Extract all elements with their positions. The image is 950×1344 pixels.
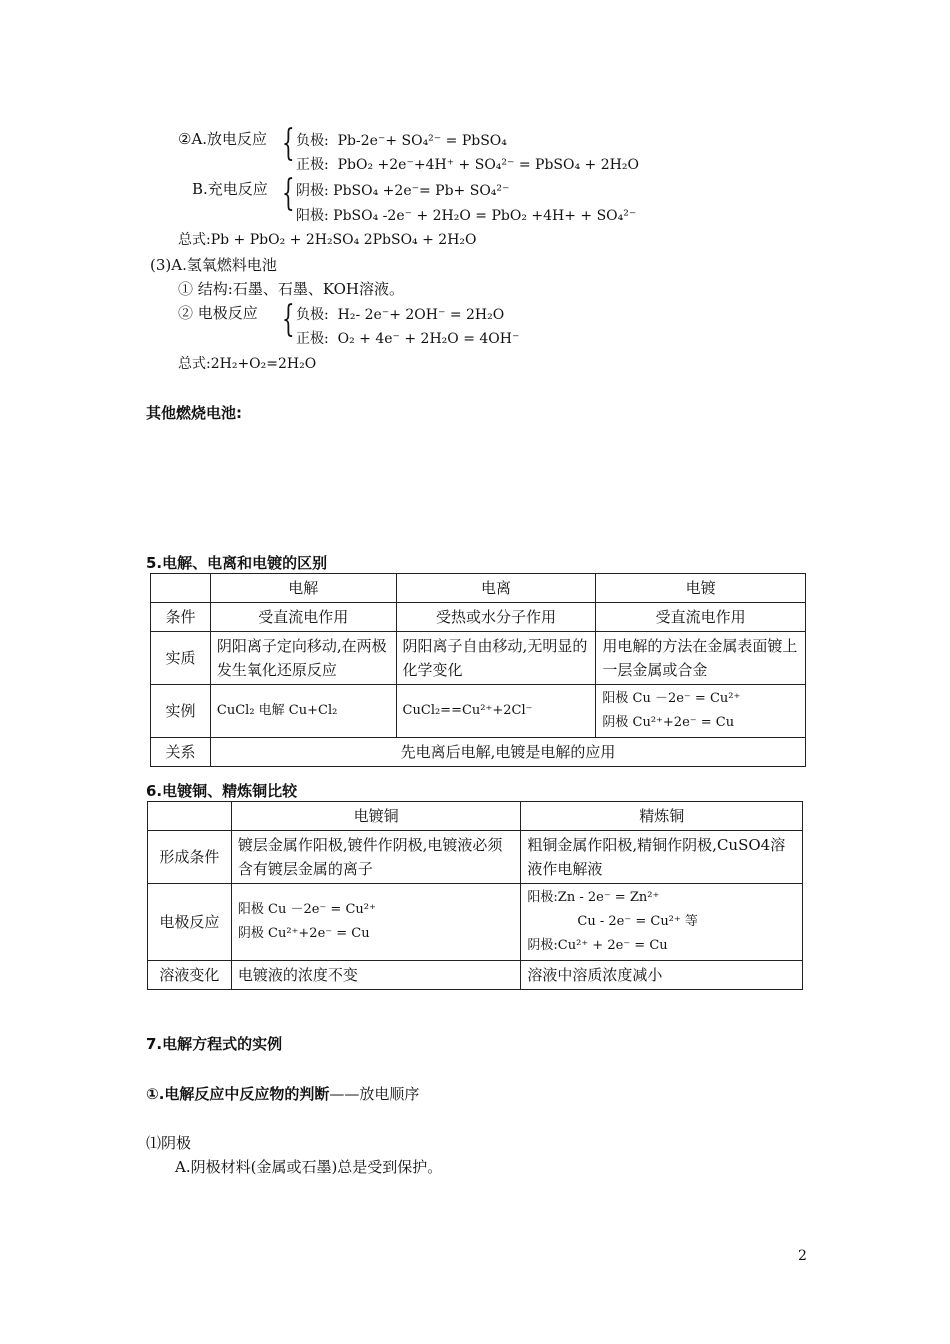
charge-anode (296, 205, 636, 225)
table-row (151, 685, 806, 738)
row-label: 实质 (151, 632, 211, 685)
section5-heading: 5.电解、电离和电镀的区别 (146, 554, 328, 572)
lead-acid-total: 总式:Pb + PbO₂ + 2H₂SO₄ 2PbSO₄ + 2H₂O (178, 232, 477, 248)
cell-line: 阳极 Cu －2e⁻ = Cu²⁺ (237, 902, 376, 917)
fc-neg-label: 负极: (296, 307, 329, 323)
cathode-title: ⑴阴极 (146, 1134, 192, 1152)
brace-fuel-cell: { (282, 299, 295, 340)
cathode-label: 阴极: (296, 183, 329, 199)
table-cell: 受直流电作用 (596, 603, 806, 632)
table-cell: CuCl₂ 电解 Cu+Cl₂ (210, 685, 396, 738)
section7-heading: 7.电解方程式的实例 (146, 1035, 283, 1053)
cell-line: 阴极:Cu²⁺ + 2e⁻ = Cu (527, 938, 668, 953)
cell-line: 阳极:Zn - 2e⁻ = Zn²⁺ (527, 890, 660, 905)
table-cell: 镀层金属作阳极,镀件作阴极,电镀液必须含有镀层金属的离子 (231, 831, 521, 884)
brace-discharge: { (282, 123, 295, 164)
anode-equation: PbSO₄ -2e⁻ + 2H₂O = PbO₂ +4H+ + SO₄²⁻ (333, 208, 637, 224)
cathode-equation: PbSO₄ +2e⁻= Pb+ SO₄²⁻ (333, 183, 510, 199)
charge-cathode (296, 180, 509, 200)
table-cell (521, 884, 803, 961)
table-cell: 用电解的方法在金属表面镀上一层金属或合金 (596, 632, 806, 685)
table-header-cell: 电离 (396, 574, 596, 603)
table-row (148, 802, 803, 831)
table-cell: 阴阳离子自由移动,无明显的化学变化 (396, 632, 596, 685)
table-header-cell: 电解 (210, 574, 396, 603)
table-row (151, 603, 806, 632)
cathode-item-a: A.阴极材料(金属或石墨)总是受到保护。 (175, 1158, 443, 1176)
comparison-table-6 (147, 801, 803, 990)
neg-label: 负极: (296, 133, 329, 149)
table-cell: 受直流电作用 (210, 603, 396, 632)
discharge-positive (296, 154, 639, 174)
fuel-cell-electrode-label: ② 电极反应 (178, 304, 258, 322)
fuel-cell-title: (3)A.氢氧燃料电池 (150, 256, 277, 274)
table-row (148, 884, 803, 961)
anode-label: 阳极: (296, 208, 329, 224)
fc-neg-equation: H₂- 2e⁻+ 2OH⁻ = 2H₂O (337, 307, 505, 323)
table-cell: 先电离后电解,电镀是电解的应用 (210, 738, 805, 767)
fuel-cell-positive (296, 328, 519, 348)
table-header-cell: 精炼铜 (521, 802, 803, 831)
pos-equation: PbO₂ +2e⁻+4H⁺ + SO₄²⁻ = PbSO₄ + 2H₂O (337, 157, 639, 173)
row-label: 形成条件 (148, 831, 232, 884)
fc-pos-label: 正极: (296, 331, 329, 347)
subheading-bold: ①.电解反应中反应物的判断 (146, 1085, 330, 1103)
comparison-table-5 (150, 573, 806, 767)
row-label: 关系 (151, 738, 211, 767)
table-row (148, 831, 803, 884)
table-header-cell (148, 802, 232, 831)
table-row (151, 574, 806, 603)
table-header-cell (151, 574, 211, 603)
brace-charge: { (282, 173, 295, 214)
cell-line: Cu - 2e⁻ = Cu²⁺ 等 (577, 914, 698, 929)
table-cell: 阴阳离子定向移动,在两极发生氧化还原反应 (210, 632, 396, 685)
fuel-cell-structure: ① 结构:石墨、石墨、KOH溶液。 (178, 280, 405, 298)
fuel-cell-total: 总式:2H₂+O₂=2H₂O (178, 356, 317, 372)
cell-line: 阴极 Cu²⁺+2e⁻ = Cu (237, 926, 370, 941)
discharge-negative (296, 130, 507, 150)
row-label: 实例 (151, 685, 211, 738)
table-cell: 溶液中溶质浓度减小 (521, 961, 803, 990)
row-label: 溶液变化 (148, 961, 232, 990)
table-row (148, 961, 803, 990)
table-cell (231, 884, 521, 961)
row-label: 条件 (151, 603, 211, 632)
fuel-cell-negative (296, 304, 504, 324)
table-cell: 电镀液的浓度不变 (231, 961, 521, 990)
other-cells-heading: 其他燃烧电池: (146, 404, 242, 422)
table-header-cell: 电镀铜 (231, 802, 521, 831)
table-cell: CuCl₂==Cu²⁺+2Cl⁻ (396, 685, 596, 738)
table-row (151, 738, 806, 767)
neg-equation: Pb-2e⁻+ SO₄²⁻ = PbSO₄ (337, 133, 507, 149)
cell-line: 阴极 Cu²⁺+2e⁻ = Cu (602, 715, 735, 730)
discharge-label: ②A.放电反应 (178, 130, 268, 148)
cell-line: 阳极 Cu －2e⁻ = Cu²⁺ (602, 691, 741, 706)
table-header-cell: 电镀 (596, 574, 806, 603)
table-cell: 粗铜金属作阳极,精铜作阴极,CuSO4溶液作电解液 (521, 831, 803, 884)
page-number: 2 (798, 1248, 807, 1264)
section7-subheading (146, 1083, 419, 1104)
fc-pos-equation: O₂ + 4e⁻ + 2H₂O = 4OH⁻ (337, 331, 520, 347)
subheading-rest: ——放电顺序 (329, 1085, 420, 1103)
pos-label: 正极: (296, 157, 329, 173)
row-label: 电极反应 (148, 884, 232, 961)
section6-heading: 6.电镀铜、精炼铜比较 (146, 782, 298, 800)
table-cell: 受热或水分子作用 (396, 603, 596, 632)
charge-label: B.充电反应 (192, 180, 268, 198)
table-row (151, 632, 806, 685)
table-cell (596, 685, 806, 738)
